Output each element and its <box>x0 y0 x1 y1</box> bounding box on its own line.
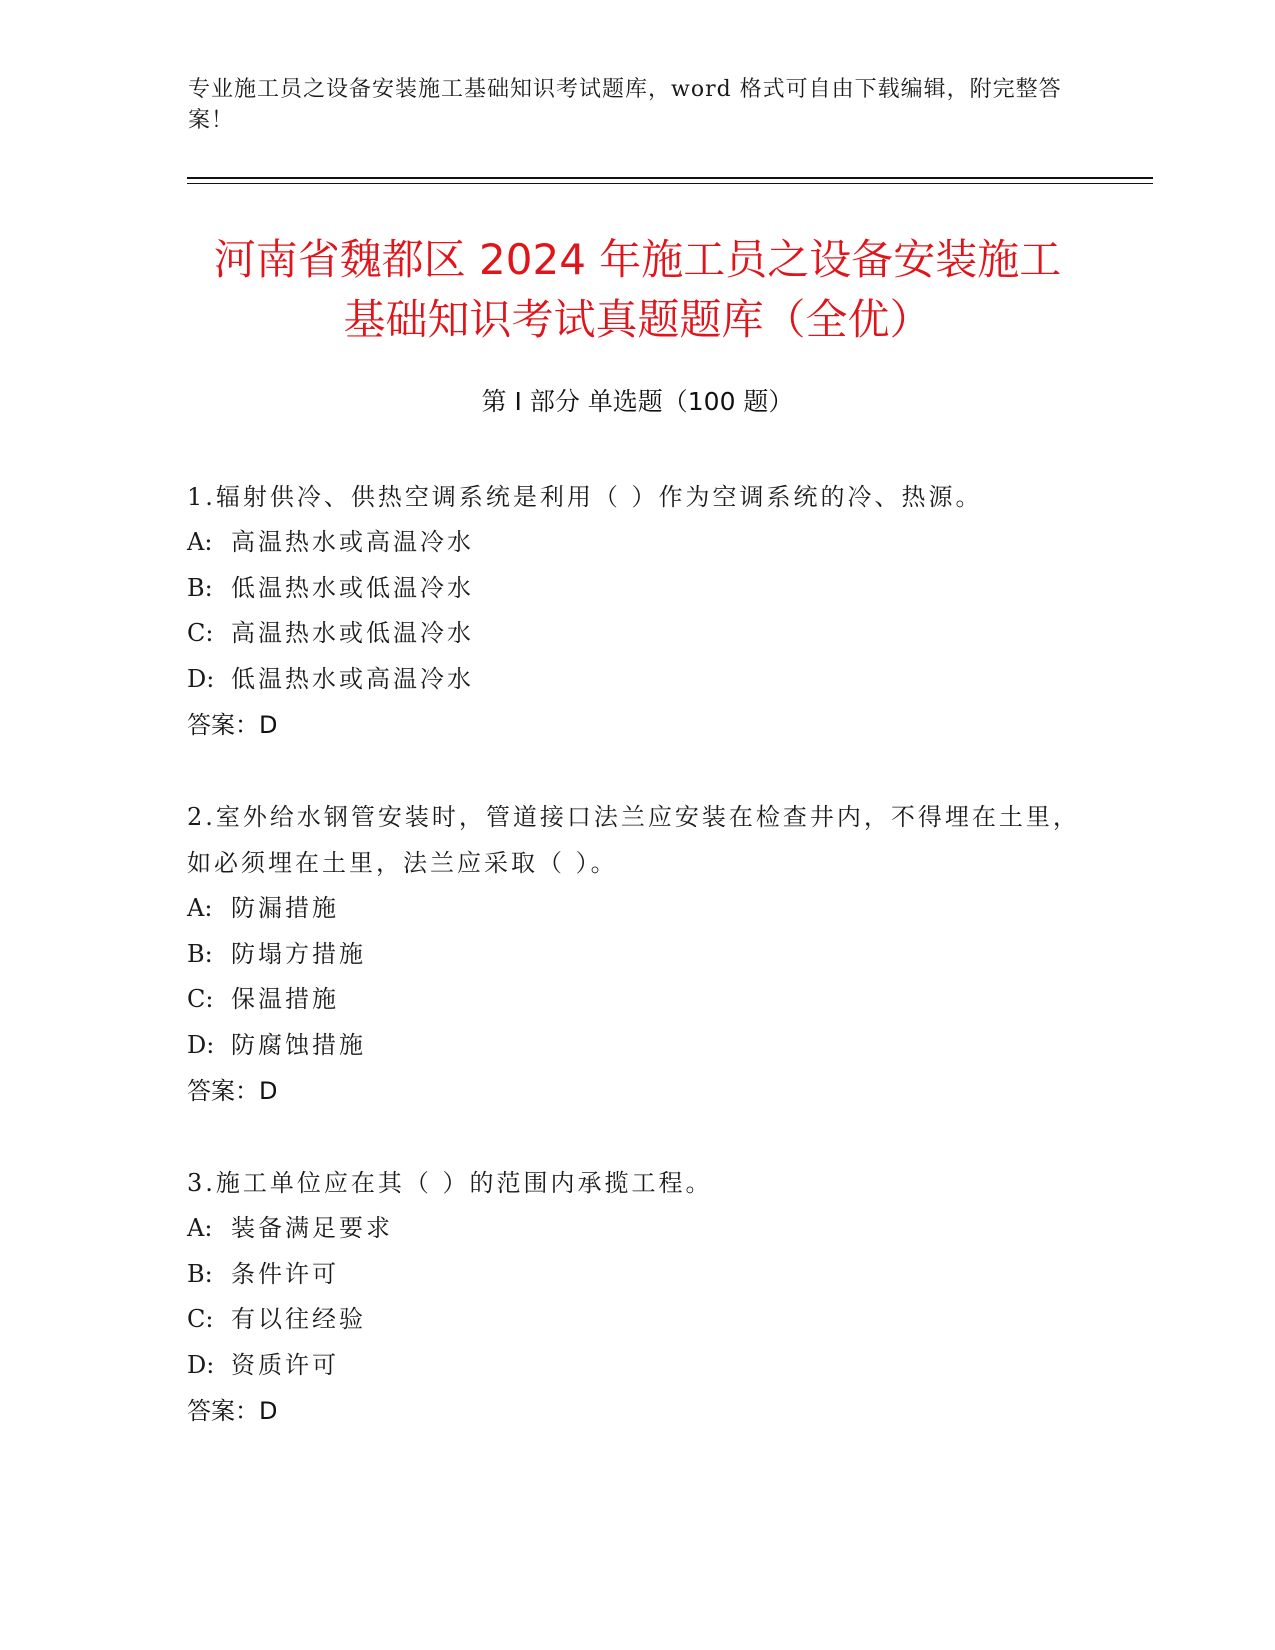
option-text: 防腐蚀措施 <box>231 1030 366 1059</box>
option-d <box>187 1023 1087 1069</box>
option-key: C: <box>187 1305 214 1333</box>
option-key: C: <box>187 619 214 647</box>
option-a <box>187 1206 1087 1252</box>
option-key: A: <box>187 894 213 922</box>
document-title <box>160 230 1115 350</box>
option-text: 低温热水或低温冷水 <box>231 573 474 602</box>
option-a <box>187 520 1087 566</box>
option-key: B: <box>187 1259 213 1288</box>
option-text: 低温热水或高温冷水 <box>231 664 474 693</box>
option-d <box>187 1343 1087 1389</box>
option-key: B: <box>187 939 213 968</box>
question-2 <box>187 794 1087 1114</box>
answer-line: 答案：D <box>187 711 278 739</box>
option-c <box>187 611 1087 657</box>
option-key: D: <box>187 1350 215 1379</box>
option-text: 防漏措施 <box>231 894 339 922</box>
option-text: 防塌方措施 <box>231 939 366 968</box>
question-1 <box>187 474 1087 748</box>
option-c <box>187 977 1087 1023</box>
option-b <box>187 566 1087 612</box>
option-d <box>187 657 1087 703</box>
question-stem: 1.辐射供冷、供热空调系统是利用（ ）作为空调系统的冷、热源。 <box>187 483 983 511</box>
option-a <box>187 886 1087 932</box>
question-stem: 3.施工单位应在其（ ）的范围内承揽工程。 <box>187 1169 713 1197</box>
option-text: 保温措施 <box>231 985 339 1013</box>
answer-line: 答案：D <box>187 1077 278 1105</box>
answer-line: 答案：D <box>187 1397 278 1425</box>
header-rule-thin <box>187 183 1153 184</box>
option-b <box>187 932 1087 978</box>
section-heading: 第 I 部分 单选题（100 题） <box>481 387 794 416</box>
header-note: 专业施工员之设备安装施工基础知识考试题库，word 格式可自由下载编辑，附完整答案！ <box>188 77 1062 133</box>
option-key: C: <box>187 985 214 1013</box>
option-key: D: <box>187 1030 215 1059</box>
option-c <box>187 1297 1087 1343</box>
option-text: 资质许可 <box>231 1350 339 1379</box>
option-text: 高温热水或低温冷水 <box>231 619 474 647</box>
option-text: 有以往经验 <box>231 1305 366 1333</box>
document-title-line-2: 基础知识考试真题题库（全优） <box>343 295 932 344</box>
question-stem: 2.室外给水钢管安装时，管道接口法兰应安装在检查井内，不得埋在土里，如必须埋在土里，法兰应采取（ ）。 <box>187 803 1080 877</box>
option-key: D: <box>187 664 215 693</box>
header-rule-thick <box>187 177 1153 179</box>
option-text: 高温热水或高温冷水 <box>231 528 474 556</box>
question-list <box>187 474 1087 1480</box>
option-b <box>187 1252 1087 1298</box>
option-key: A: <box>187 1214 213 1242</box>
option-text: 装备满足要求 <box>231 1214 393 1242</box>
question-3 <box>187 1160 1087 1434</box>
option-key: B: <box>187 573 213 602</box>
option-key: A: <box>187 528 213 556</box>
document-title-line-1: 河南省魏都区 2024 年施工员之设备安装施工 <box>213 235 1062 284</box>
option-text: 条件许可 <box>231 1259 339 1288</box>
